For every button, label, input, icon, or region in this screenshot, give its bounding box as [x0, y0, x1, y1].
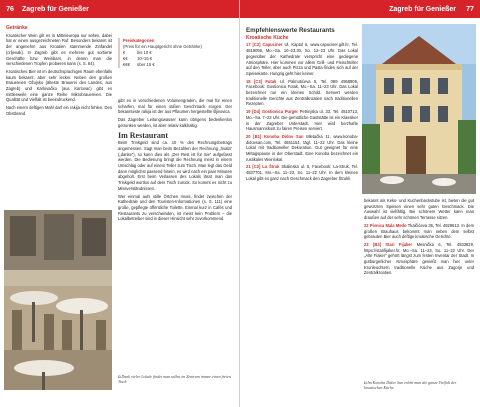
right-column-1	[246, 28, 358, 184]
left-column-1	[6, 26, 112, 119]
restaurant-building-photo	[362, 24, 476, 194]
left-photo-caption	[118, 374, 234, 384]
price-row	[123, 62, 230, 68]
page-header	[240, 0, 480, 18]
entry-text: Tkalčićeva 36, Tel. 4929613. In dem großen Brauhaus bekommt man neben dem selbst gebrauten Bier auch deftige kroatische Gerichte.	[364, 222, 474, 240]
tip-paragraph: Beim Trinkgeld sind ca. 10 % des Rechnungsbetrags angemessen. Sagt man beim Bezahlen der Rechnung „hvala“ („danke“), so kann dies als „Der Rest ist für Sie“ aufgefasst werden. Die Bedienung bringt die Rechnung meist in einem Umschlag oder auf einem Teller zum Tisch. Man legt das Geld dann möglichst passend hinein, es wird nach ein paar Minuten abgeholt. Erst beim Verlassen des Lokals lässt man das Trinkgeld wortlos auf dem Tisch zurück. So kommt es nicht zu Missverständnissen.	[118, 140, 232, 191]
price-range: bis 10 €	[137, 50, 152, 55]
entry-tag: 18 [C3] Fotak	[246, 78, 277, 84]
entry-text: Skalinska ul. 5, Facebook: La-Struk, Tel. 4837701, Mo.–Sa. 11–23, So. 11–22 Uhr. In dem kleinen Lokal gibt es ganz nach Geschmack den Zagreber Štrukli.	[246, 164, 359, 181]
entry-tag: 20 [B1] Konoba Didov San	[246, 133, 304, 139]
entry-tag: 21 [C2] La Štruk	[246, 164, 280, 170]
rakija-continued: gibt es in verschiedenen Volumengraden, die mal für einen scharfen, mal für einen süßen Geschmack sorgen. Der bekannteste rakija ist der aus Pflaumen hergestellte šljivovica.	[118, 98, 232, 115]
price-symbol: €€	[123, 56, 128, 61]
restaurant-entry	[246, 164, 358, 181]
section-title: Empfehlenswerte Restaurants	[246, 27, 335, 34]
restaurant-entry	[246, 42, 358, 76]
right-photo-caption	[364, 380, 474, 390]
entry-tag: 19 [D4] Gostionica Purger	[246, 109, 299, 115]
caption-text: Im Konoba Didov San erlebt man die ganze Vielfalt der kroatischen Küche	[364, 380, 457, 390]
entry-text: Mletačka 11, www.konoba-didovsan.com, Tel. 4851154, tägl. 11–22 Uhr. Das kleine Lokal mit traditioneller Dekoration. Gut geeignet für eine Mittagspause in der Oberstadt. Eine Konoba bezeichnet ein rustikales Weinlokal.	[246, 133, 358, 162]
price-range: über 15 €	[137, 62, 155, 67]
camera-icon: ◘	[118, 374, 122, 379]
restaurant-entry	[246, 79, 358, 108]
entry-text: bekannt als Keks- und Kuchenbackstube ist, bieten die gut gewürzten Speisen einen sehr guten Geschmack. Die Auswahl ist vielfältig. Bei schönem Wetter kann man draußen auf der sehr schönen Terrasse sitzen.	[364, 198, 474, 221]
right-page	[240, 0, 480, 407]
page-number: 77	[466, 5, 474, 13]
restaurant-entry	[246, 109, 358, 132]
toilet-paragraph: Wer einmal aufs stille Örtchen muss, findet zwischen der Kathedrale und den Touristen-Informationen (s. S. 111) eine große, gepflegte öffentliche Toilette. Einmal kurz in Cafés und Restaurants zu verschwinden, ist meist kein Problem – die Lokalbetreiber sind in dieser Hinsicht sehr zuvorkommend.	[118, 193, 232, 222]
camera-icon: ◘	[364, 380, 368, 385]
restaurant-entry	[246, 134, 358, 163]
entry-text: Ul. Kaptol 6, www.capuciner.gilt.hr, Tel. 4819059, Mo.–Sa. 10–23.30, So. 12–23 Uhr. Das Lokal gegenüber der Kathedrale verspricht eine gediegene Atmosphäre. Hier kommen vor allem Grill- und Fleischteller auf den Teller, aber auch Pizza und Pasta finden sich auf der Speisekarte. Hungrig geht hier keiner.	[246, 42, 358, 76]
price-symbol: €	[123, 50, 126, 55]
wine-paragraph: Kroatischer Wein gilt es in Mitteleuropa nur selten, dabei hat er einen ausgezeichneten Ruf. Besonders bekannt ist der angenehm aus Kroatien stammende Zinfandel (crljenak). In Zagreb gibt es mehrere gut sortierte Geschäfte bzw. Weinbars, in denen man die verschiedenen Tropfen probieren kann (s. S. 84).	[6, 32, 112, 67]
price-box	[118, 38, 230, 68]
entry-text: Mesnička 6, Tel. 4833829, https://starifijaker.hr, Mo.–Sa. 11–23, So. 11–22 Uhr. Der „Alte Fiaker“ gehört längst zum festen Inventar der Stadt. In gutbürgerlicher Atmosphäre genießt man hier unter Kronleuchtern traditionelle Küche aus Zagorje und Zentralkroatien.	[364, 241, 474, 276]
left-column-2	[118, 98, 232, 224]
rakija-paragraph: Nach einem deftigen Mahl darf ein rakija nicht fehlen. Den Obstbrand	[6, 105, 112, 116]
restaurant-entry	[364, 198, 474, 221]
restaurant-entry	[364, 223, 474, 240]
restaurant-heading: Im Restaurant	[118, 130, 168, 140]
water-paragraph: Das Zagreber Leitungswasser kann übrigens bedenkenlos getrunken werden, ist aber relativ kalkhaltig.	[118, 117, 232, 128]
entry-text: Petrinjska ul. 33, Tel. 4810713, Mo.–Sa. 7–23 Uhr. Die gemütliche Gaststätte ist ein Klassiker in der Zagreber Unterstadt. Hier wird herzhafte Hausmannskost zu fairen Preisen serviert.	[246, 109, 359, 132]
entry-tag: 22 Pivnica Mala Medo	[364, 222, 407, 228]
page-header	[0, 0, 239, 18]
page-number: 76	[6, 5, 14, 13]
getraenke-heading: Getränke	[6, 25, 28, 31]
price-symbol: €€€	[123, 62, 130, 67]
price-subheading: (Preis für ein Hauptgericht ohne Getränke)	[123, 44, 202, 49]
cafe-photo	[4, 210, 112, 390]
entry-tag: 23 [B3] Stari Fijaker	[364, 241, 413, 247]
header-title: Zagreb für Genießer	[22, 5, 89, 13]
beer-paragraph: Kroatisches Bier ist im deutschsprachigen Raum ebenfalls kaum bekannt, aber sehr lecker. Neben den großen Brauereien Ožujsko (älteste Brauerei des Landes, aus Zagreb) und Karlovačko (aus Karlovac) gibt es mittlerweile eine ganze Reihe Mikrobrauereien. Die Qualität und Vielfalt ist beeindruckend.	[6, 68, 112, 103]
subsection-title: Kroatische Küche	[246, 34, 289, 41]
entry-text: Ul. Palmotićeva 5, Tel. 099 4958909, Facebook: Gostionica Fotak, Mo.–Sa. 11–23 Uhr. Das Lokal bezeichnet nur ein kleines Schild. Serviert werden traditionelle Gerichte aus Zentralkroatien nach traditionellen Rezepten.	[246, 78, 358, 107]
caption-text: Dank vieler Lokale findet man selbst im Zentrum immer einen freien Tisch	[118, 374, 231, 384]
price-heading: Preiskategorien	[123, 38, 155, 43]
right-column-2	[364, 198, 474, 278]
header-title: Zagreb für Genießer	[389, 5, 456, 13]
price-range: 10–15 €	[137, 56, 153, 61]
restaurant-entry	[364, 242, 474, 276]
entry-tag: 17 [C2] Capuciner	[246, 42, 283, 48]
